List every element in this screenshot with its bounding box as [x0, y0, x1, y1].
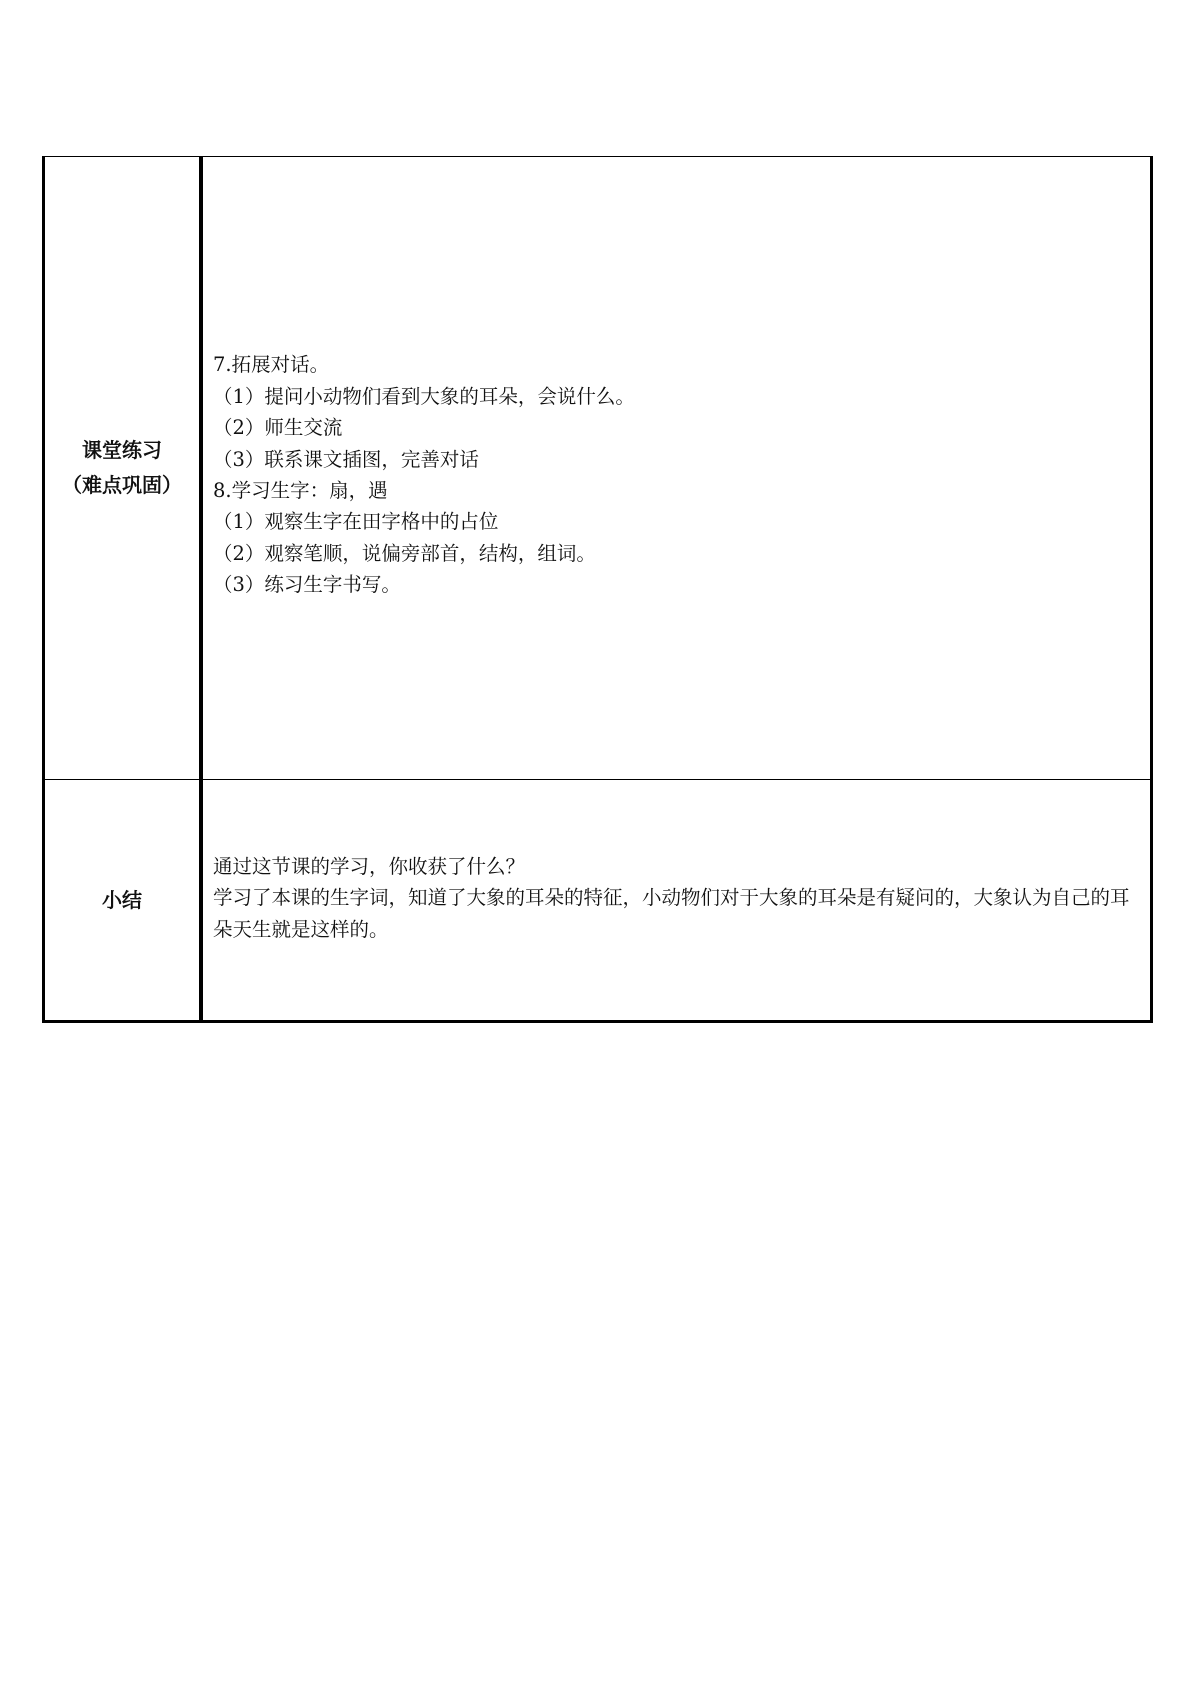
lesson-plan-table [42, 156, 1153, 1023]
practice-line-1: 7.拓展对话。 [213, 353, 330, 377]
practice-line-5: 8.学习生字：扇，遇 [213, 479, 388, 502]
practice-line-6: （1）观察生字在田字格中的占位 [213, 510, 499, 534]
practice-line-8: （3）练习生字书写。 [213, 573, 401, 597]
practice-line-7: （2）观察笔顺，说偏旁部首，结构，组词。 [213, 541, 596, 565]
practice-label-line1: 课堂练习 [82, 438, 162, 462]
summary-label: 小结 [102, 887, 142, 912]
practice-line-3: （2）师生交流 [213, 416, 343, 440]
practice-content-cell [201, 157, 1152, 780]
summary-label-cell [44, 780, 202, 1022]
summary-question: 通过这节课的学习，你收获了什么？ [213, 854, 526, 878]
practice-label-cell [44, 157, 202, 780]
summary-row [44, 780, 1152, 1022]
summary-answer: 学习了本课的生字词，知道了大象的耳朵的特征，小动物们对于大象的耳朵是有疑问的，大象认为自己的耳朵天生就是这样的。 [213, 886, 1130, 941]
practice-label-line2: （难点巩固） [62, 473, 182, 497]
practice-line-4: （3）联系课文插图，完善对话 [213, 447, 479, 471]
practice-line-2: （1）提问小动物们看到大象的耳朵，会说什么。 [213, 384, 635, 408]
summary-content [203, 841, 1150, 959]
practice-row [44, 157, 1152, 780]
practice-content [203, 335, 1150, 600]
summary-content-cell [201, 780, 1152, 1022]
